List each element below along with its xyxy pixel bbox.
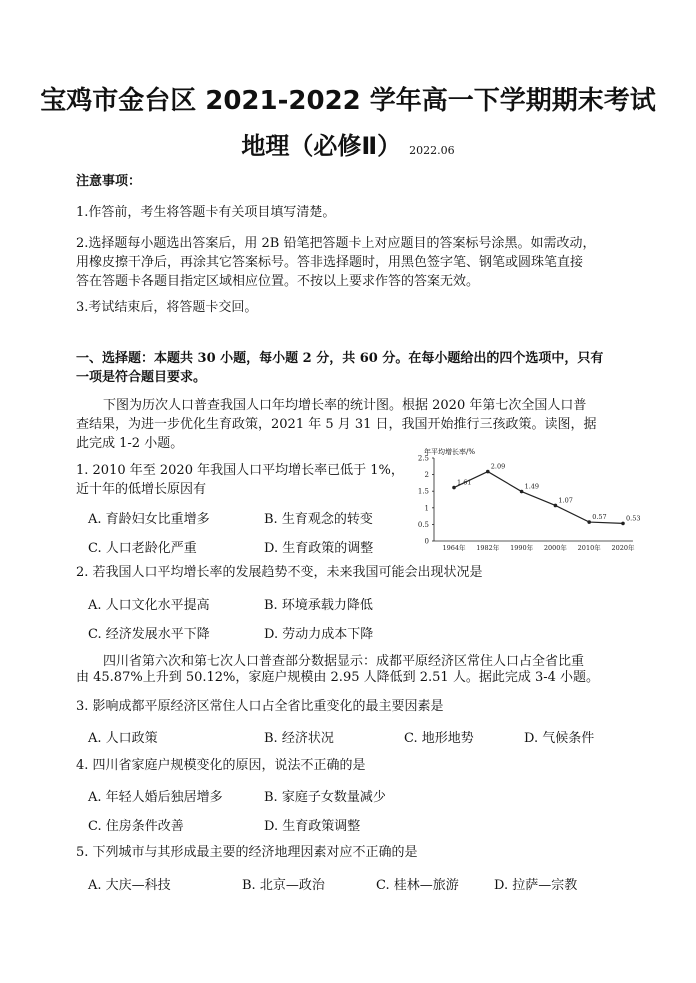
q2-option-b: B. 环境承载力降低 (264, 598, 373, 613)
chart-data-point (621, 522, 625, 526)
chart-ytick-label: 2 (424, 471, 429, 480)
chart-ytick-label: 0 (424, 537, 429, 546)
intro1-line3: 此完成 1-2 小题。 (76, 436, 184, 451)
chart-ylabel: 年平均增长率/% (424, 448, 476, 456)
q1-line1: 1. 2010 年至 2020 年我国人口平均增长率已低于 1%， (76, 463, 404, 478)
chart-xtick-label: 1982年 (476, 544, 500, 552)
chart-ytick-label: 1.5 (417, 487, 429, 496)
q5-option-a: A. 大庆—科技 (88, 878, 171, 893)
intro1-line1: 下图为历次人口普查我国人口年均增长率的统计图。根据 2020 年第七次全国人口普 (103, 398, 587, 413)
subtitle-line (0, 126, 696, 161)
chart-ytick-label: 0.5 (417, 520, 429, 529)
q4-option-d: D. 生育政策调整 (264, 819, 361, 834)
chart-data-label: 1.07 (558, 496, 573, 505)
notes-heading: 注意事项： (76, 174, 142, 189)
q2-option-d: D. 劳动力成本下降 (264, 627, 374, 642)
section1-heading-line2: 一项是符合题目要求。 (76, 370, 207, 385)
q4-option-b: B. 家庭子女数量减少 (264, 790, 386, 805)
note-item-2-line1: 2.选择题每小题选出答案后，用 2B 铅笔把答题卡上对应题目的答案标号涂黑。如需改动， (76, 236, 596, 251)
q4-text: 4. 四川省家庭户规模变化的原因，说法不正确的是 (76, 758, 366, 773)
intro1-line2: 查结果，为进一步优化生育政策，2021 年 5 月 31 日，我国开始推行三孩政策。读图，据 (76, 417, 597, 432)
q5-option-b: B. 北京—政治 (242, 878, 325, 893)
q5-option-d: D. 拉萨—宗教 (494, 878, 578, 893)
exam-date: 2022.06 (409, 144, 455, 157)
chart-data-point (520, 490, 524, 494)
chart-ytick-label: 1 (424, 504, 429, 513)
growth-rate-chart (408, 448, 641, 558)
intro2-line2: 由 45.87%上升到 50.12%，家庭户规模由 2.95 人降低到 2.51 人。据此完成 3-4 小题。 (76, 670, 600, 685)
q3-option-c: C. 地形地势 (404, 731, 474, 746)
q2-option-a: A. 人口文化水平提高 (88, 598, 210, 613)
q3-option-d: D. 气候条件 (524, 731, 595, 746)
q1-option-a: A. 育龄妇女比重增多 (88, 512, 210, 527)
intro2-line1: 四川省第六次和第七次人口普查部分数据显示：成都平原经济区常住人口占全省比重 (103, 654, 585, 669)
q3-text: 3. 影响成都平原经济区常住人口占全省比重变化的最主要因素是 (76, 699, 444, 714)
chart-ytick-label: 2.5 (417, 454, 429, 463)
q3-option-b: B. 经济状况 (264, 731, 334, 746)
q2-text: 2. 若我国人口平均增长率的发展趋势不变，未来我国可能会出现状况是 (76, 565, 483, 580)
chart-xtick-label: 2020年 (611, 544, 635, 552)
chart-xtick-label: 1990年 (510, 544, 534, 552)
q5-text: 5. 下列城市与其形成最主要的经济地理因素对应不正确的是 (76, 845, 418, 860)
q1-option-d: D. 生育政策的调整 (264, 541, 374, 556)
exam-title: 宝鸡市金台区 2021-2022 学年高一下学期期末考试 (40, 86, 656, 116)
q4-option-a: A. 年轻人婚后独居增多 (88, 790, 223, 805)
q1-option-c: C. 人口老龄化严重 (88, 541, 197, 556)
chart-xtick-label: 2010年 (577, 544, 601, 552)
chart-data-label: 1.49 (524, 482, 540, 491)
note-item-2-line2: 用橡皮擦干净后，再涂其它答案标号。答非选择题时，用黑色签字笔、钢笔或圆珠笔直接 (76, 255, 584, 270)
q5-option-c: C. 桂林—旅游 (376, 878, 459, 893)
chart-data-point (486, 470, 490, 474)
chart-data-label: 2.09 (490, 462, 506, 471)
section1-heading-line1: 一、选择题：本题共 30 小题，每小题 2 分，共 60 分。在每小题给出的四个选项中，只有 (76, 351, 604, 366)
q4-option-c: C. 住房条件改善 (88, 819, 184, 834)
q1-option-b: B. 生育观念的转变 (264, 512, 373, 527)
chart-xtick-label: 1964年 (442, 544, 466, 552)
q2-option-c: C. 经济发展水平下降 (88, 627, 210, 642)
q3-option-a: A. 人口政策 (88, 731, 158, 746)
chart-data-point (452, 486, 456, 490)
chart-data-point (587, 520, 591, 524)
chart-data-point (554, 504, 558, 508)
chart-data-label: 0.57 (592, 513, 607, 522)
chart-xtick-label: 2000年 (543, 544, 567, 552)
chart-data-label: 0.53 (626, 514, 641, 523)
chart-data-label: 1.61 (457, 478, 472, 487)
note-item-1: 1.作答前，考生将答题卡有关项目填写清楚。 (76, 205, 336, 220)
note-item-3: 3.考试结束后，将答题卡交回。 (76, 300, 258, 315)
q1-line2: 近十年的低增长原因有 (76, 482, 207, 497)
subject-title: 地理（必修Ⅱ） (241, 132, 402, 160)
note-item-2-line3: 答在答题卡各题目指定区域相应位置。不按以上要求作答的答案无效。 (76, 274, 480, 289)
